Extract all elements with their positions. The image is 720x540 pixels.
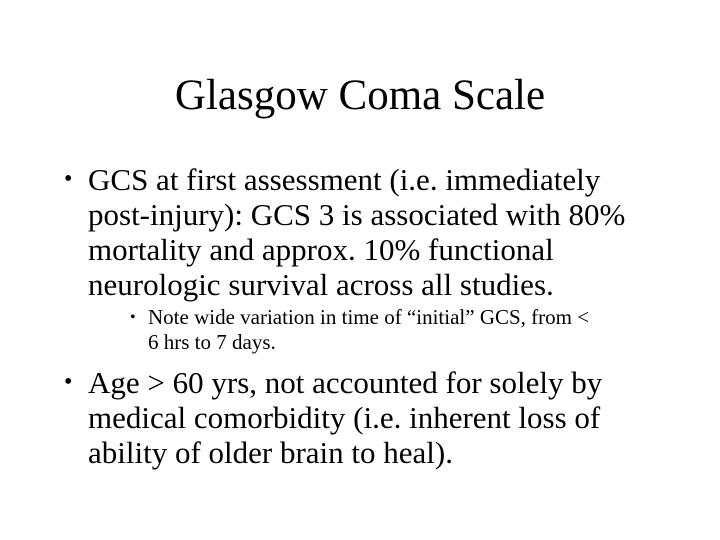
bullet-dot-icon: • (64, 166, 73, 192)
sub-bullet-dot-icon: • (130, 309, 136, 326)
bullet-line: medical comorbidity (i.e. inherent loss of (88, 400, 601, 435)
bullet-line: GCS at first assessment (i.e. immediately (88, 162, 601, 197)
bullet-line: ability of older brain to heal). (88, 435, 453, 470)
bullet-text (88, 365, 664, 470)
bullet-line: 6 hrs to 7 days. (148, 330, 276, 354)
slide-title: Glasgow Coma Scale (174, 72, 546, 119)
bullet-line: neurologic survival across all studies. (88, 267, 554, 302)
sub-bullet-text (148, 305, 668, 355)
bullet-line: mortality and approx. 10% functional (88, 232, 554, 267)
bullet-line: Age > 60 yrs, not accounted for solely by (88, 365, 603, 400)
bullet-line: Note wide variation in time of “initial” GCS, from < (148, 305, 590, 329)
bullet-dot-icon: • (64, 369, 73, 395)
bullet-line: post-injury): GCS 3 is associated with 80% (88, 197, 626, 232)
bullet-text (88, 162, 664, 302)
